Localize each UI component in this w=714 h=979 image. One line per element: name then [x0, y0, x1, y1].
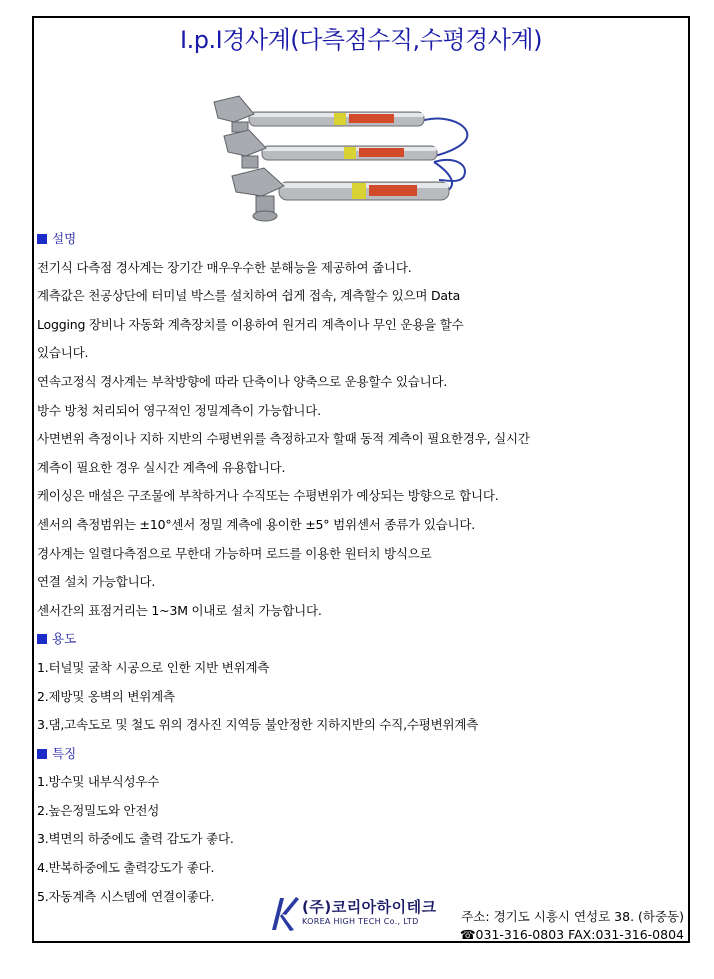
section-heading-description: 설명 — [37, 225, 687, 254]
description-line: 계측이 필요한 경우 실시간 계측에 유용합니다. — [37, 459, 286, 475]
description-line: 전기식 다측점 경사계는 장기간 매우우수한 분해능을 제공하여 줍니다. — [37, 259, 412, 275]
feature-line: 4.반복하중에도 출력강도가 좋다. — [37, 860, 215, 876]
company-contact: ☎031-316-0803 FAX:031-316-0804 — [459, 927, 684, 942]
feature-line: 2.높은정밀도와 안전성 — [37, 802, 160, 818]
company-address: 주소: 경기도 시흥시 연성로 38. (하중동) — [461, 909, 684, 924]
feature-line: 3.벽면의 하중에도 출력 감도가 좋다. — [37, 831, 234, 847]
company-logo — [268, 894, 438, 934]
section-heading-features: 특징 — [37, 740, 687, 769]
description-line: 케이싱은 매설은 구조물에 부착하거나 수직또는 수평변위가 예상되는 방향으로 합니다. — [37, 488, 499, 504]
description-line: 방수 방청 처리되어 영구적인 정밀계측이 가능합니다. — [37, 402, 321, 418]
content-body — [37, 225, 687, 911]
usage-line: 3.댐,고속도로 및 철도 위의 경사진 지역등 불안정한 지하지반의 수직,수평변위계측 — [37, 717, 479, 733]
datasheet-page — [32, 16, 690, 943]
description-line: 연속고정식 경사계는 부착방향에 따라 단축이나 양축으로 운용할수 있습니다. — [37, 373, 448, 389]
description-line: 경사계는 일렬다측점으로 무한대 가능하며 로드를 이용한 원터치 방식으로 — [37, 545, 432, 561]
bullet-square-icon — [37, 749, 47, 759]
description-line: 센서의 측정범위는 ±10°센서 정밀 계측에 용이한 ±5° 범위센서 종류가 있습니다. — [37, 516, 476, 532]
k-logo-icon — [268, 894, 300, 932]
company-name-english: KOREA HIGH TECH Co., LTD — [302, 917, 419, 926]
usage-line: 2.제방및 옹벽의 변위계측 — [37, 688, 175, 704]
bullet-square-icon — [37, 234, 47, 244]
page-title: I.p.I경사계(다측점수직,수평경사계) — [180, 26, 542, 54]
description-line: 있습니다. — [37, 345, 89, 361]
description-line: 사면변위 측정이나 지하 지반의 수평변위를 측정하고자 할때 동적 계측이 필요한경우, 실시간 — [37, 431, 530, 447]
product-photo-inclinometers — [184, 84, 484, 234]
description-line: 연결 설치 가능합니다. — [37, 574, 156, 590]
feature-line: 1.방수및 내부식성우수 — [37, 774, 160, 790]
description-line: 계측값은 천공상단에 터미널 박스를 설치하여 쉽게 접속, 계측할수 있으며 Data — [37, 288, 461, 304]
description-line: 센서간의 표점거리는 1~3M 이내로 설치 가능합니다. — [37, 602, 322, 618]
feature-line: 5.자동계측 시스템에 연결이좋다. — [37, 888, 215, 904]
usage-line: 1.터널및 굴착 시공으로 인한 지반 변위계측 — [37, 659, 270, 675]
section-heading-usage: 용도 — [37, 625, 687, 654]
description-line: Logging 장비나 자동화 계측장치를 이용하여 원거리 계측이나 무인 운용을 할수 — [37, 316, 464, 332]
company-name-korean: (주)코리아하이테크 — [302, 898, 437, 916]
bullet-square-icon — [37, 634, 47, 644]
